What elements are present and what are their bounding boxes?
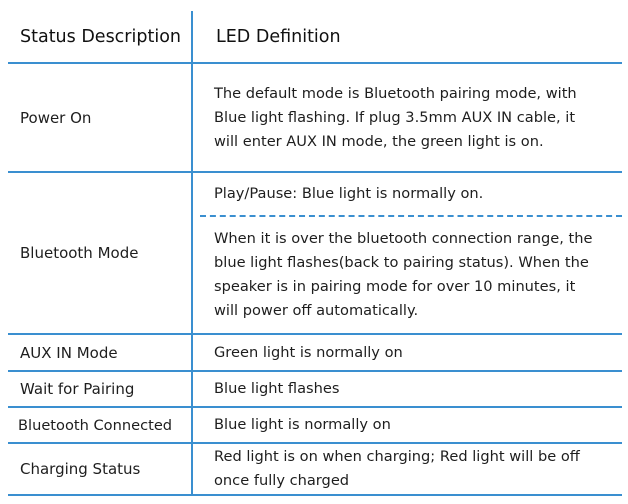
row-aux-in-mode-label: AUX IN Mode [20, 343, 118, 362]
row-charging-status-definition: Red light is on when charging; Red light will be off once fully charged [214, 448, 580, 489]
row-bluetooth-mode-definition-range: When it is over the bluetooth connection range, the blue light flashes(back to pairing status). When the speaker is in pairing mode for over 10 minutes, it will power off automatically. [214, 230, 593, 319]
header-status-description: Status Description [20, 26, 181, 47]
row-bluetooth-mode-label: Bluetooth Mode [20, 244, 139, 262]
row-power-on-definition: The default mode is Bluetooth pairing mode, with Blue light flashing. If plug 3.5mm AUX IN cable, it will enter AUX IN mode, the green light is on. [214, 84, 577, 150]
row-bluetooth-connected-label: Bluetooth Connected [18, 416, 173, 434]
row-wait-for-pairing-definition: Blue light flashes [214, 380, 340, 397]
led-status-table [8, 11, 622, 496]
row-wait-for-pairing-label: Wait for Pairing [20, 380, 135, 398]
row-power-on-label: Power On [20, 108, 92, 127]
row-bluetooth-mode-definition-play-pause: Play/Pause: Blue light is normally on. [214, 185, 484, 202]
row-aux-in-mode-definition: Green light is normally on [214, 343, 403, 361]
row-charging-status-label: Charging Status [20, 460, 141, 478]
header-led-definition: LED Definition [216, 26, 341, 47]
row-bluetooth-connected-definition: Blue light is normally on [214, 416, 391, 433]
table-bottom-border [8, 494, 622, 496]
